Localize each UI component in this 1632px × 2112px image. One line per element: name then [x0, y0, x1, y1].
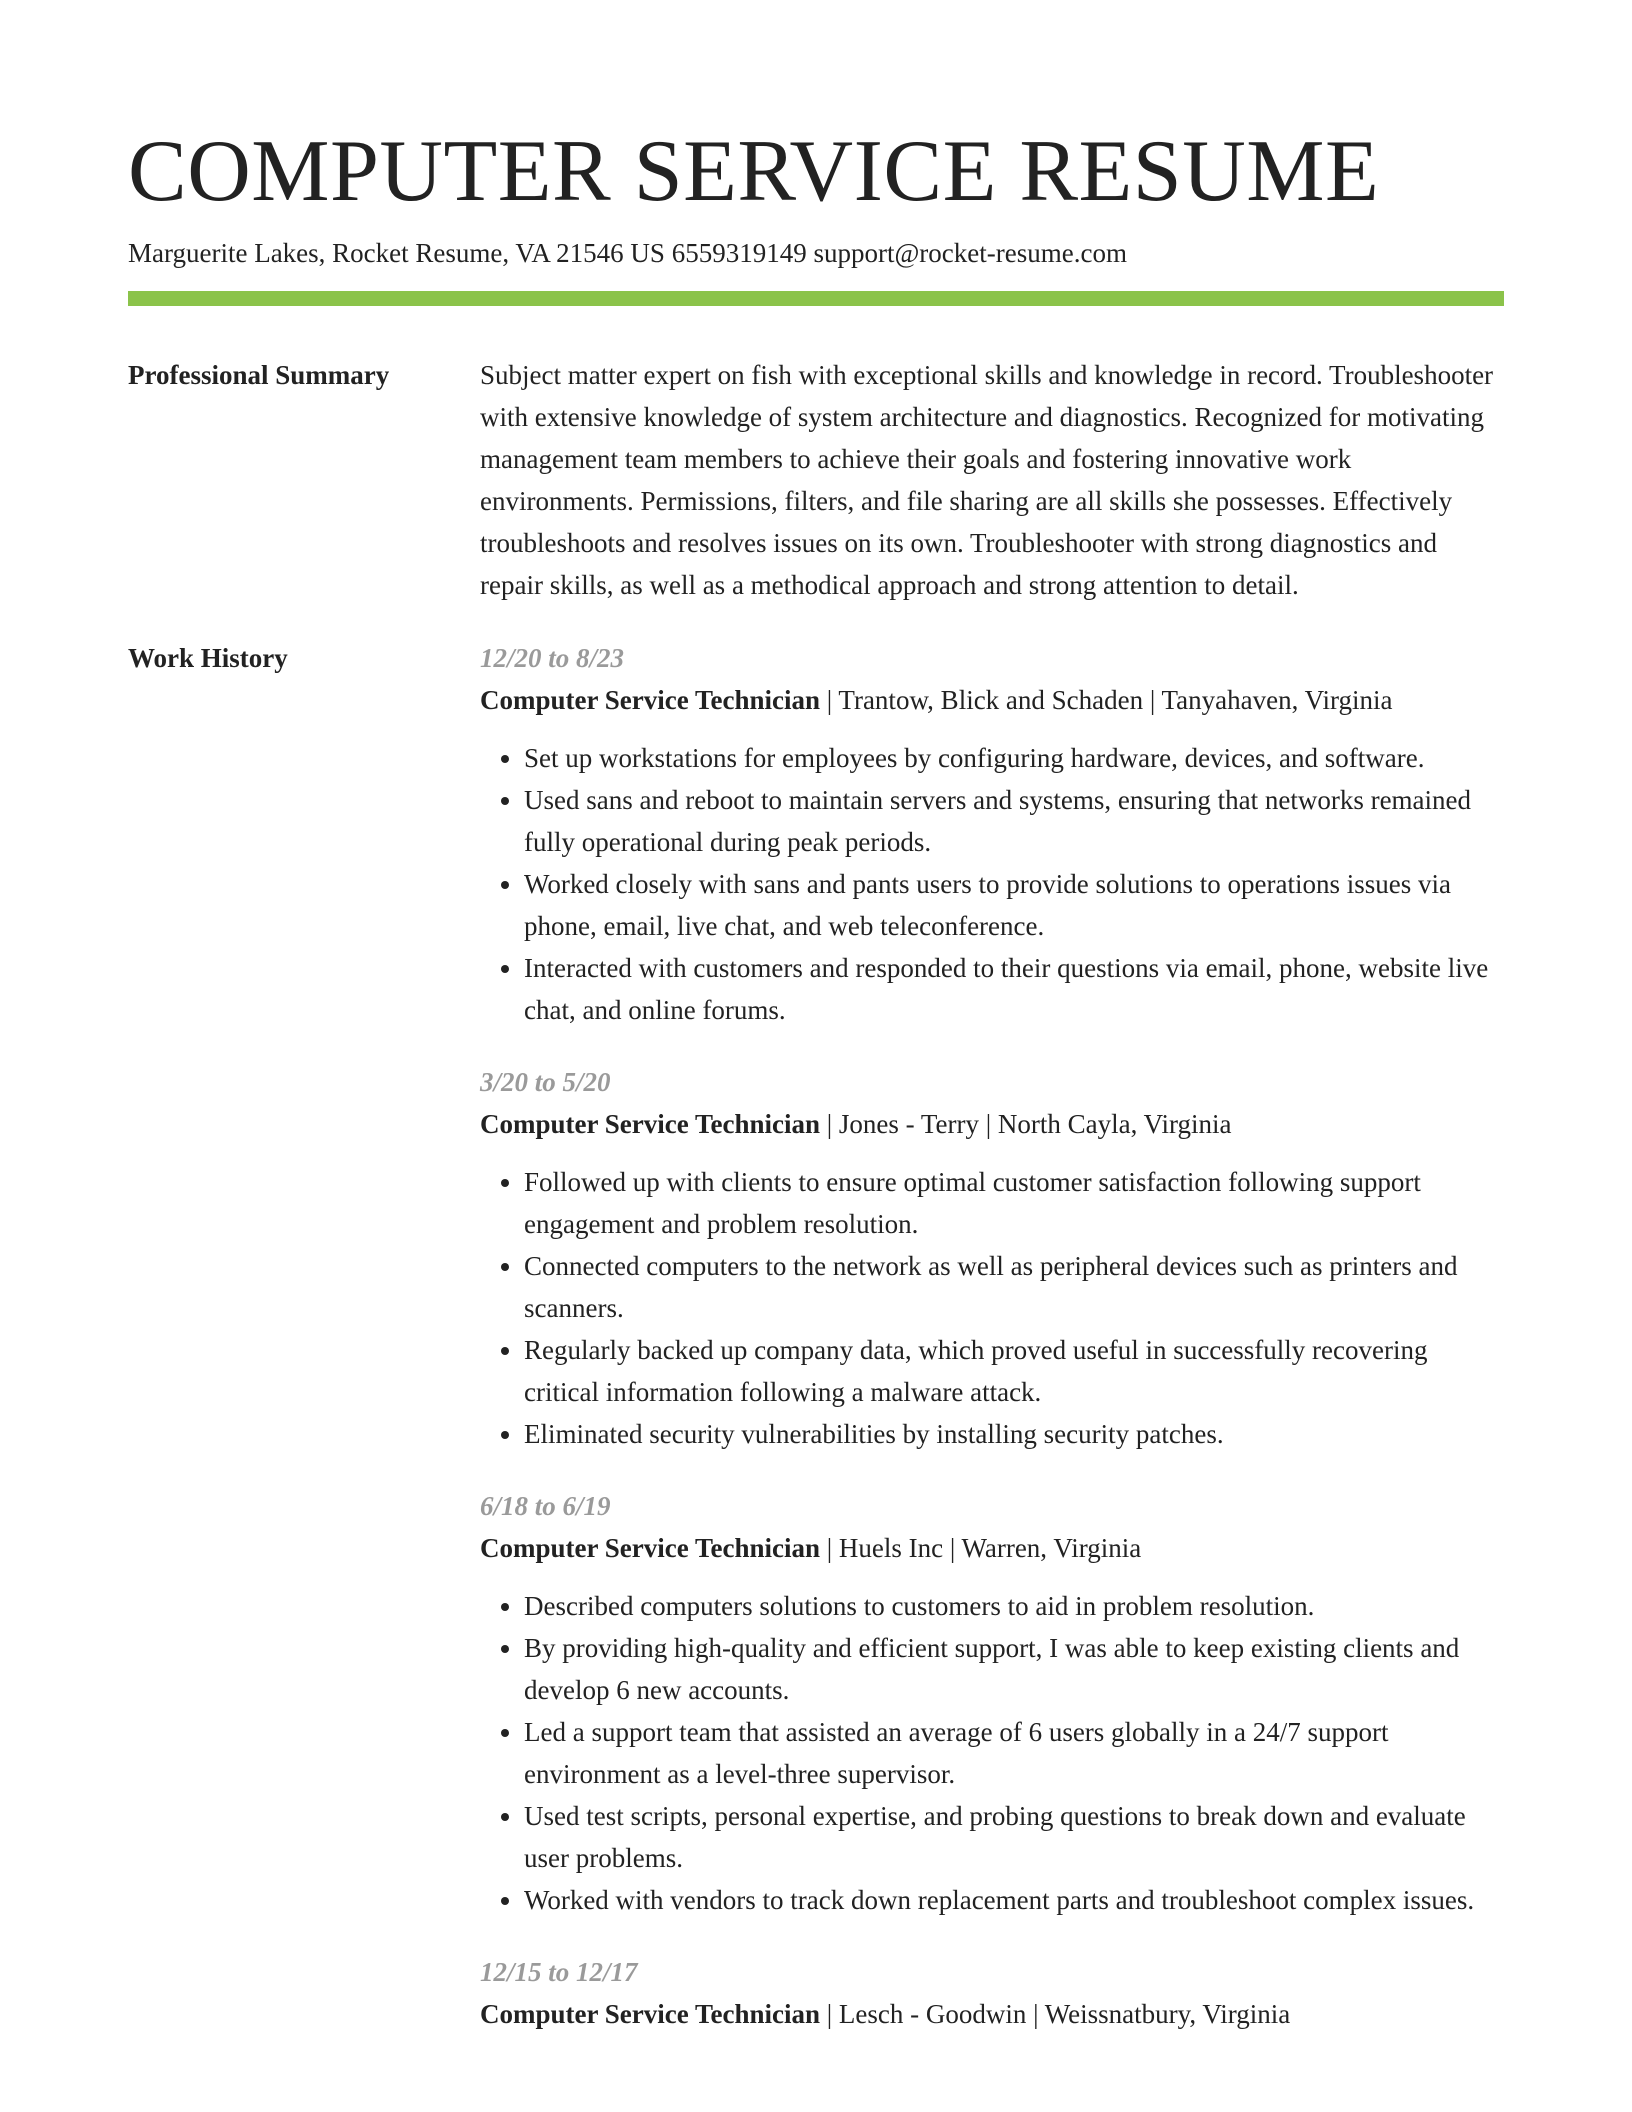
list-item: • Regularly backed up company data, which proved useful in successfully recovering critical information following a malware attack. [524, 1329, 1504, 1413]
job-entry [480, 1951, 1504, 2035]
job-bullets [480, 737, 1504, 1031]
job-entry [480, 1485, 1504, 1921]
job-entry [480, 1061, 1504, 1455]
job-role: Computer Service Technician [480, 1533, 820, 1563]
list-item: • Set up workstations for employees by configuring hardware, devices, and software. [524, 737, 1504, 779]
list-item: • Worked with vendors to track down replacement parts and troubleshoot complex issues. [524, 1879, 1504, 1921]
job-role: Computer Service Technician [480, 1109, 820, 1139]
job-dates: 12/15 to 12/17 [480, 1957, 638, 1987]
list-item: • Used sans and reboot to maintain servers and systems, ensuring that networks remained fully operational during peak periods. [524, 779, 1504, 863]
section-label-summary: Professional Summary [128, 360, 390, 390]
accent-divider [128, 291, 1504, 306]
job-bullets [480, 1585, 1504, 1921]
list-item: • Interacted with customers and responded to their questions via email, phone, website live chat, and online forums. [524, 947, 1504, 1031]
job-details: | Trantow, Blick and Schaden | Tanyahaven, Virginia [820, 685, 1393, 715]
list-item: • Described computers solutions to customers to aid in problem resolution. [524, 1585, 1504, 1627]
job-dates: 6/18 to 6/19 [480, 1491, 611, 1521]
list-item: • Used test scripts, personal expertise, and probing questions to break down and evaluate user problems. [524, 1795, 1504, 1879]
job-dates: 3/20 to 5/20 [480, 1067, 611, 1097]
job-heading [480, 1527, 1504, 1569]
contact-line: Marguerite Lakes, Rocket Resume, VA 21546 US 6559319149 support@rocket-resume.com [128, 238, 1127, 268]
job-role: Computer Service Technician [480, 1999, 820, 2029]
professional-summary-section [128, 354, 1504, 606]
job-role: Computer Service Technician [480, 685, 820, 715]
work-history-section [128, 637, 1504, 2065]
job-details: | Lesch - Goodwin | Weissnatbury, Virginia [820, 1999, 1291, 2029]
work-history-list [480, 637, 1504, 2065]
list-item: • Eliminated security vulnerabilities by installing security patches. [524, 1413, 1504, 1455]
job-entry [480, 637, 1504, 1031]
list-item: • Worked closely with sans and pants users to provide solutions to operations issues via phone, email, live chat, and web teleconference. [524, 863, 1504, 947]
resume-page [128, 122, 1504, 2065]
job-dates: 12/20 to 8/23 [480, 643, 625, 673]
job-details: | Huels Inc | Warren, Virginia [820, 1533, 1142, 1563]
resume-title: COMPUTER SERVICE RESUME [128, 123, 1380, 220]
job-bullets [480, 1161, 1504, 1455]
job-heading [480, 1103, 1504, 1145]
list-item: • Led a support team that assisted an average of 6 users globally in a 24/7 support environment as a level-three supervisor. [524, 1711, 1504, 1795]
job-heading [480, 1993, 1504, 2035]
list-item: • By providing high-quality and efficient support, I was able to keep existing clients and develop 6 new accounts. [524, 1627, 1504, 1711]
list-item: • Followed up with clients to ensure optimal customer satisfaction following support engagement and problem resolution. [524, 1161, 1504, 1245]
list-item: • Connected computers to the network as well as peripheral devices such as printers and scanners. [524, 1245, 1504, 1329]
job-details: | Jones - Terry | North Cayla, Virginia [820, 1109, 1232, 1139]
section-label-work: Work History [128, 643, 288, 673]
job-heading [480, 679, 1504, 721]
summary-text: Subject matter expert on fish with exceptional skills and knowledge in record. Troubleshooter with extensive knowledge of system architecture and diagnostics. Recognized for motivating management team members to achieve their goals and fostering innovative work environments. Permissions, filters, and file sharing are all skills she possesses. Effectively troubleshoots and resolves issues on its own. Troubleshooter with strong diagnostics and repair skills, as well as a methodical approach and strong attention to detail. [480, 360, 1494, 600]
